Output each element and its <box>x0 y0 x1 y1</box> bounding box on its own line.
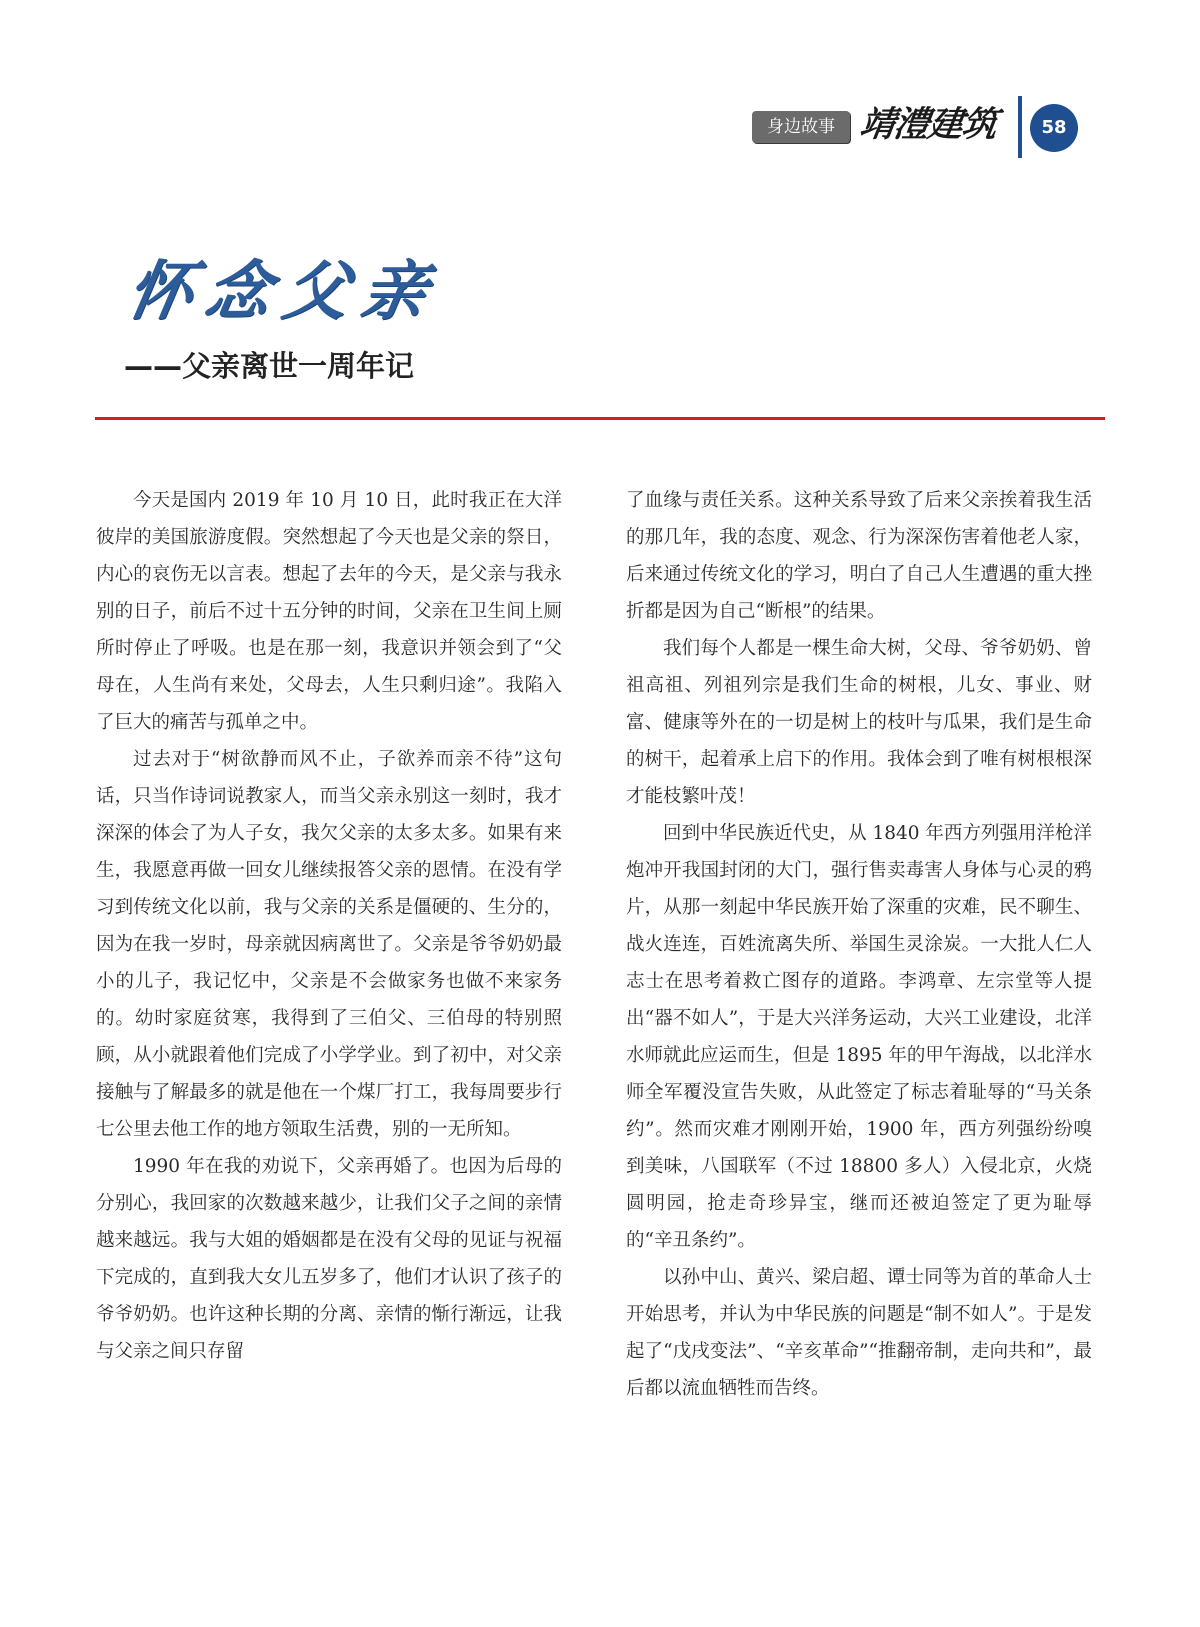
article-title: 怀念父亲 <box>121 254 447 329</box>
page-header <box>752 96 1082 158</box>
left-column <box>96 482 562 1370</box>
article-subtitle: ——父亲离世一周年记 <box>124 349 415 383</box>
paragraph: 以孙中山、黄兴、梁启超、谭士同等为首的革命人士开始思考，并认为中华民族的问题是“制不如人”。于是发起了“戊戌变法”、“辛亥革命”“推翻帝制，走向共和”，最后都以流血牺牲而告终。 <box>626 1267 1092 1399</box>
paragraph-continued: 了血缘与责任关系。这种关系导致了后来父亲挨着我生活的那几年，我的态度、观念、行为深深伤害着他老人家，后来通过传统文化的学习，明白了自己人生遭遇的重大挫折都是因为自己“断根”的结果。 <box>626 490 1092 622</box>
paragraph: 过去对于“树欲静而风不止，子欲养而亲不待”这句话，只当作诗词说教家人，而当父亲永别这一刻时，我才深深的体会了为人子女，我欠父亲的太多太多。如果有来生，我愿意再做一回女儿继续报答父亲的恩情。在没有学习到传统文化以前，我与父亲的关系是僵硬的、生分的，因为在我一岁时，母亲就因病离世了。父亲是爷爷奶奶最小的儿子，我记忆中，父亲是不会做家务也做不来家务的。幼时家庭贫寒，我得到了三伯父、三伯母的特别照顾，从小就跟着他们完成了小学学业。到了初中，对父亲接触与了解最多的就是他在一个煤厂打工，我每周要步行七公里去他工作的地方领取生活费，别的一无所知。 <box>96 749 562 1140</box>
magazine-title: 靖澧建筑 <box>857 104 999 145</box>
right-column <box>626 482 1092 1407</box>
paragraph: 1990 年在我的劝说下，父亲再婚了。也因为后母的分别心，我回家的次数越来越少，让我们父子之间的亲情越来越远。我与大姐的婚姻都是在没有父母的见证与祝福下完成的，直到我大女儿五岁多了，他们才认识了孩子的爷爷奶奶。也许这种长期的分离、亲情的惭行渐远，让我与父亲之间只存留 <box>96 1156 562 1362</box>
section-tag: 身边故事 <box>752 111 850 143</box>
page-number-badge: 58 <box>1030 104 1078 152</box>
paragraph: 回到中华民族近代史，从 1840 年西方列强用洋枪洋炮冲开我国封闭的大门，强行售卖毒害人身体与心灵的鸦片，从那一刻起中华民族开始了深重的灾难，民不聊生、战火连连，百姓流离失所、举国生灵涂炭。一大批人仁人志士在思考着救亡图存的道路。李鸿章、左宗堂等人提出“器不如人”，于是大兴洋务运动，大兴工业建设，北洋水师就此应运而生，但是 1895 年的甲午海战，以北洋水师全军覆没宣告失败，从此签定了标志着耻辱的“马关条约”。然而灾难才刚刚开始，1900 年，西方列强纷纷嗅到美味，八国联军（不过 18800 多人）入侵北京，火烧圆明园，抢走奇珍异宝，继而还被迫签定了更为耻辱的“辛丑条约”。 <box>626 823 1092 1251</box>
header-divider <box>1018 96 1022 158</box>
title-rule <box>95 417 1105 420</box>
paragraph: 今天是国内 2019 年 10 月 10 日，此时我正在大洋彼岸的美国旅游度假。突然想起了今天也是父亲的祭日，内心的哀伤无以言表。想起了去年的今天，是父亲与我永别的日子，前后不过十五分钟的时间，父亲在卫生间上厕所时停止了呼吸。也是在那一刻，我意识并领会到了“父母在，人生尚有来处，父母去，人生只剩归途”。我陷入了巨大的痛苦与孤单之中。 <box>96 490 562 733</box>
paragraph: 我们每个人都是一棵生命大树，父母、爷爷奶奶、曾祖高祖、列祖列宗是我们生命的树根，儿女、事业、财富、健康等外在的一切是树上的枝叶与瓜果，我们是生命的树干，起着承上启下的作用。我体会到了唯有树根根深才能枝繁叶茂！ <box>626 638 1092 807</box>
